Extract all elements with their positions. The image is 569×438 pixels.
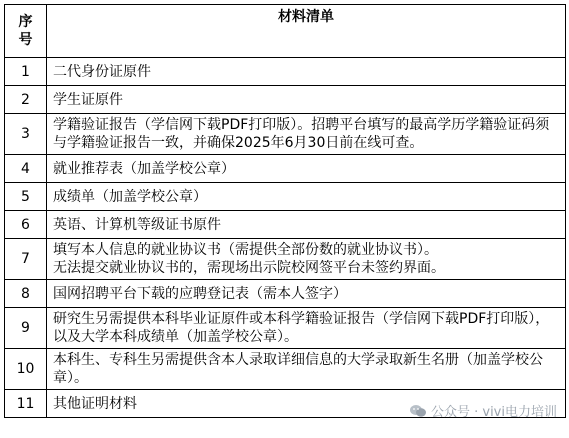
header-materials: 材料清单 bbox=[47, 5, 566, 58]
table-row bbox=[5, 183, 566, 211]
row-number: 11 bbox=[5, 390, 47, 418]
table-row bbox=[5, 349, 566, 390]
row-text: 二代身份证原件 bbox=[47, 58, 566, 86]
table-row bbox=[5, 155, 566, 183]
header-seq bbox=[5, 5, 47, 58]
row-text: 英语、计算机等级证书原件 bbox=[47, 211, 566, 239]
row-number: 5 bbox=[5, 183, 47, 211]
row-number: 8 bbox=[5, 280, 47, 308]
row-number: 2 bbox=[5, 86, 47, 114]
table-header-row bbox=[5, 5, 566, 58]
row-text: 本科生、专科生另需提供含本人录取详细信息的大学录取新生名册（加盖学校公章）。 bbox=[47, 349, 566, 390]
row-number: 7 bbox=[5, 239, 47, 280]
row-text: 填写本人信息的就业协议书（需提供全部份数的就业协议书）。 无法提交就业协议书的，需现场出示院校网签平台未签约界面。 bbox=[47, 239, 566, 280]
table-row bbox=[5, 114, 566, 155]
watermark bbox=[409, 401, 557, 420]
row-text: 国网招聘平台下载的应聘登记表（需本人签字） bbox=[47, 280, 566, 308]
table-row bbox=[5, 280, 566, 308]
table-row bbox=[5, 239, 566, 280]
wechat-icon bbox=[409, 404, 427, 418]
row-text: 成绩单（加盖学校公章） bbox=[47, 183, 566, 211]
table-row bbox=[5, 58, 566, 86]
table-row bbox=[5, 211, 566, 239]
row-text: 学籍验证报告（学信网下载PDF打印版）。招聘平台填写的最高学历学籍验证码须与学籍验证报告一致，并确保2025年6月30日前在线可查。 bbox=[47, 114, 566, 155]
row-text: 其他证明材料 bbox=[47, 390, 566, 418]
row-number: 4 bbox=[5, 155, 47, 183]
row-number: 1 bbox=[5, 58, 47, 86]
row-text: 学生证原件 bbox=[47, 86, 566, 114]
watermark-text: 公众号 · vivi电力培训 bbox=[430, 405, 557, 420]
table-row bbox=[5, 308, 566, 349]
row-text: 就业推荐表（加盖学校公章） bbox=[47, 155, 566, 183]
row-number: 9 bbox=[5, 308, 47, 349]
row-text: 研究生另需提供本科毕业证原件或本科学籍验证报告（学信网下载PDF打印版），以及大学本科成绩单（加盖学校公章）。 bbox=[47, 308, 566, 349]
table-row bbox=[5, 86, 566, 114]
row-number: 6 bbox=[5, 211, 47, 239]
row-number: 3 bbox=[5, 114, 47, 155]
materials-table bbox=[4, 4, 566, 418]
row-number: 10 bbox=[5, 349, 47, 390]
header-seq-label: 序号 bbox=[18, 14, 33, 48]
